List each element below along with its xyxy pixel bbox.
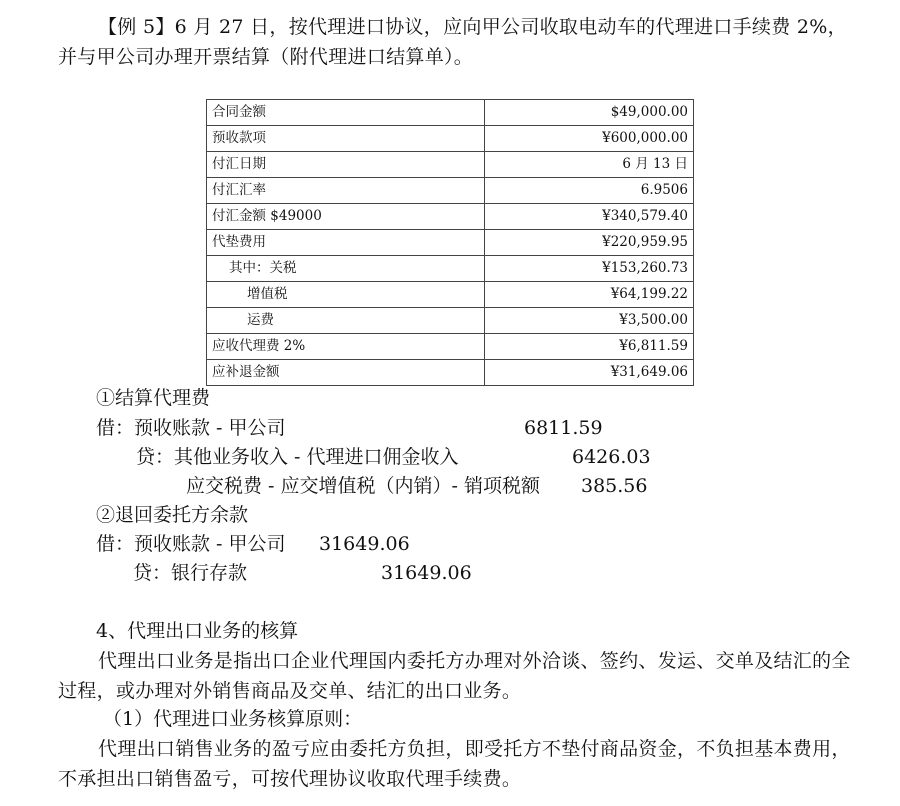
table-row <box>207 360 694 386</box>
entry1-credit2-label: 应交税费 - 应交增值税（内销）- 销项税额 <box>186 475 540 497</box>
entry2-title: ②退回委托方余款 <box>96 504 249 526</box>
row-label: 增值税 <box>207 282 485 308</box>
row-value: ¥153,260.73 <box>485 256 694 282</box>
entry1-debit-label: 借：预收账款 - 甲公司 <box>96 417 286 439</box>
entry1-credit1-amount: 6426.03 <box>572 446 651 468</box>
row-label: 应收代理费 2% <box>207 334 485 360</box>
row-label: 应补退金额 <box>207 360 485 386</box>
row-value: ¥340,579.40 <box>485 204 694 230</box>
entry2-debit-amount: 31649.06 <box>319 533 410 555</box>
table-row <box>207 334 694 360</box>
section-paragraph-1: 代理出口业务是指出口企业代理国内委托方办理对外洽谈、签约、发运、交单及结汇的全过程，或办理对外销售商品及交单、结汇的出口业务。 <box>58 650 851 702</box>
table-row <box>207 256 694 282</box>
row-label: 代垫费用 <box>207 230 485 256</box>
row-value: $49,000.00 <box>485 100 694 126</box>
row-value: 6.9506 <box>485 178 694 204</box>
table-row <box>207 230 694 256</box>
settlement-table <box>206 99 694 386</box>
row-value: ¥220,959.95 <box>485 230 694 256</box>
entry2-debit-label: 借：预收账款 - 甲公司 <box>96 533 286 555</box>
sub-heading: （1）代理进口业务核算原则： <box>103 708 363 730</box>
entry1-title: ①结算代理费 <box>96 387 211 409</box>
table-row <box>207 126 694 152</box>
table-row <box>207 308 694 334</box>
section-heading: 4、代理出口业务的核算 <box>96 620 299 642</box>
table-row <box>207 152 694 178</box>
row-label: 付汇金额 $49000 <box>207 204 485 230</box>
row-value: ¥600,000.00 <box>485 126 694 152</box>
table-row <box>207 178 694 204</box>
entry1-debit-amount: 6811.59 <box>524 417 603 439</box>
intro-paragraph: 【例 5】6 月 27 日，按代理进口协议，应向甲公司收取电动车的代理进口手续费 2%，并与甲公司办理开票结算（附代理进口结算单）。 <box>58 16 847 68</box>
row-value: ¥64,199.22 <box>485 282 694 308</box>
table-row <box>207 204 694 230</box>
entry1-credit2-amount: 385.56 <box>581 475 648 497</box>
section-paragraph-2: 代理出口销售业务的盈亏应由委托方负担，即受托方不垫付商品资金，不负担基本费用，不承担出口销售盈亏，可按代理协议收取代理手续费。 <box>58 738 851 790</box>
entry2-credit-amount: 31649.06 <box>381 562 472 584</box>
row-value: ¥3,500.00 <box>485 308 694 334</box>
entry1-credit1-label: 贷：其他业务收入 - 代理进口佣金收入 <box>136 446 459 468</box>
row-label: 付汇日期 <box>207 152 485 178</box>
row-value: 6 月 13 日 <box>485 152 694 178</box>
entry2-credit-label: 贷：银行存款 <box>133 562 248 584</box>
table-row <box>207 100 694 126</box>
row-value: ¥6,811.59 <box>485 334 694 360</box>
row-label: 运费 <box>207 308 485 334</box>
row-label: 合同金额 <box>207 100 485 126</box>
row-value: ¥31,649.06 <box>485 360 694 386</box>
table-row <box>207 282 694 308</box>
row-label: 其中：关税 <box>207 256 485 282</box>
row-label: 付汇汇率 <box>207 178 485 204</box>
row-label: 预收款项 <box>207 126 485 152</box>
